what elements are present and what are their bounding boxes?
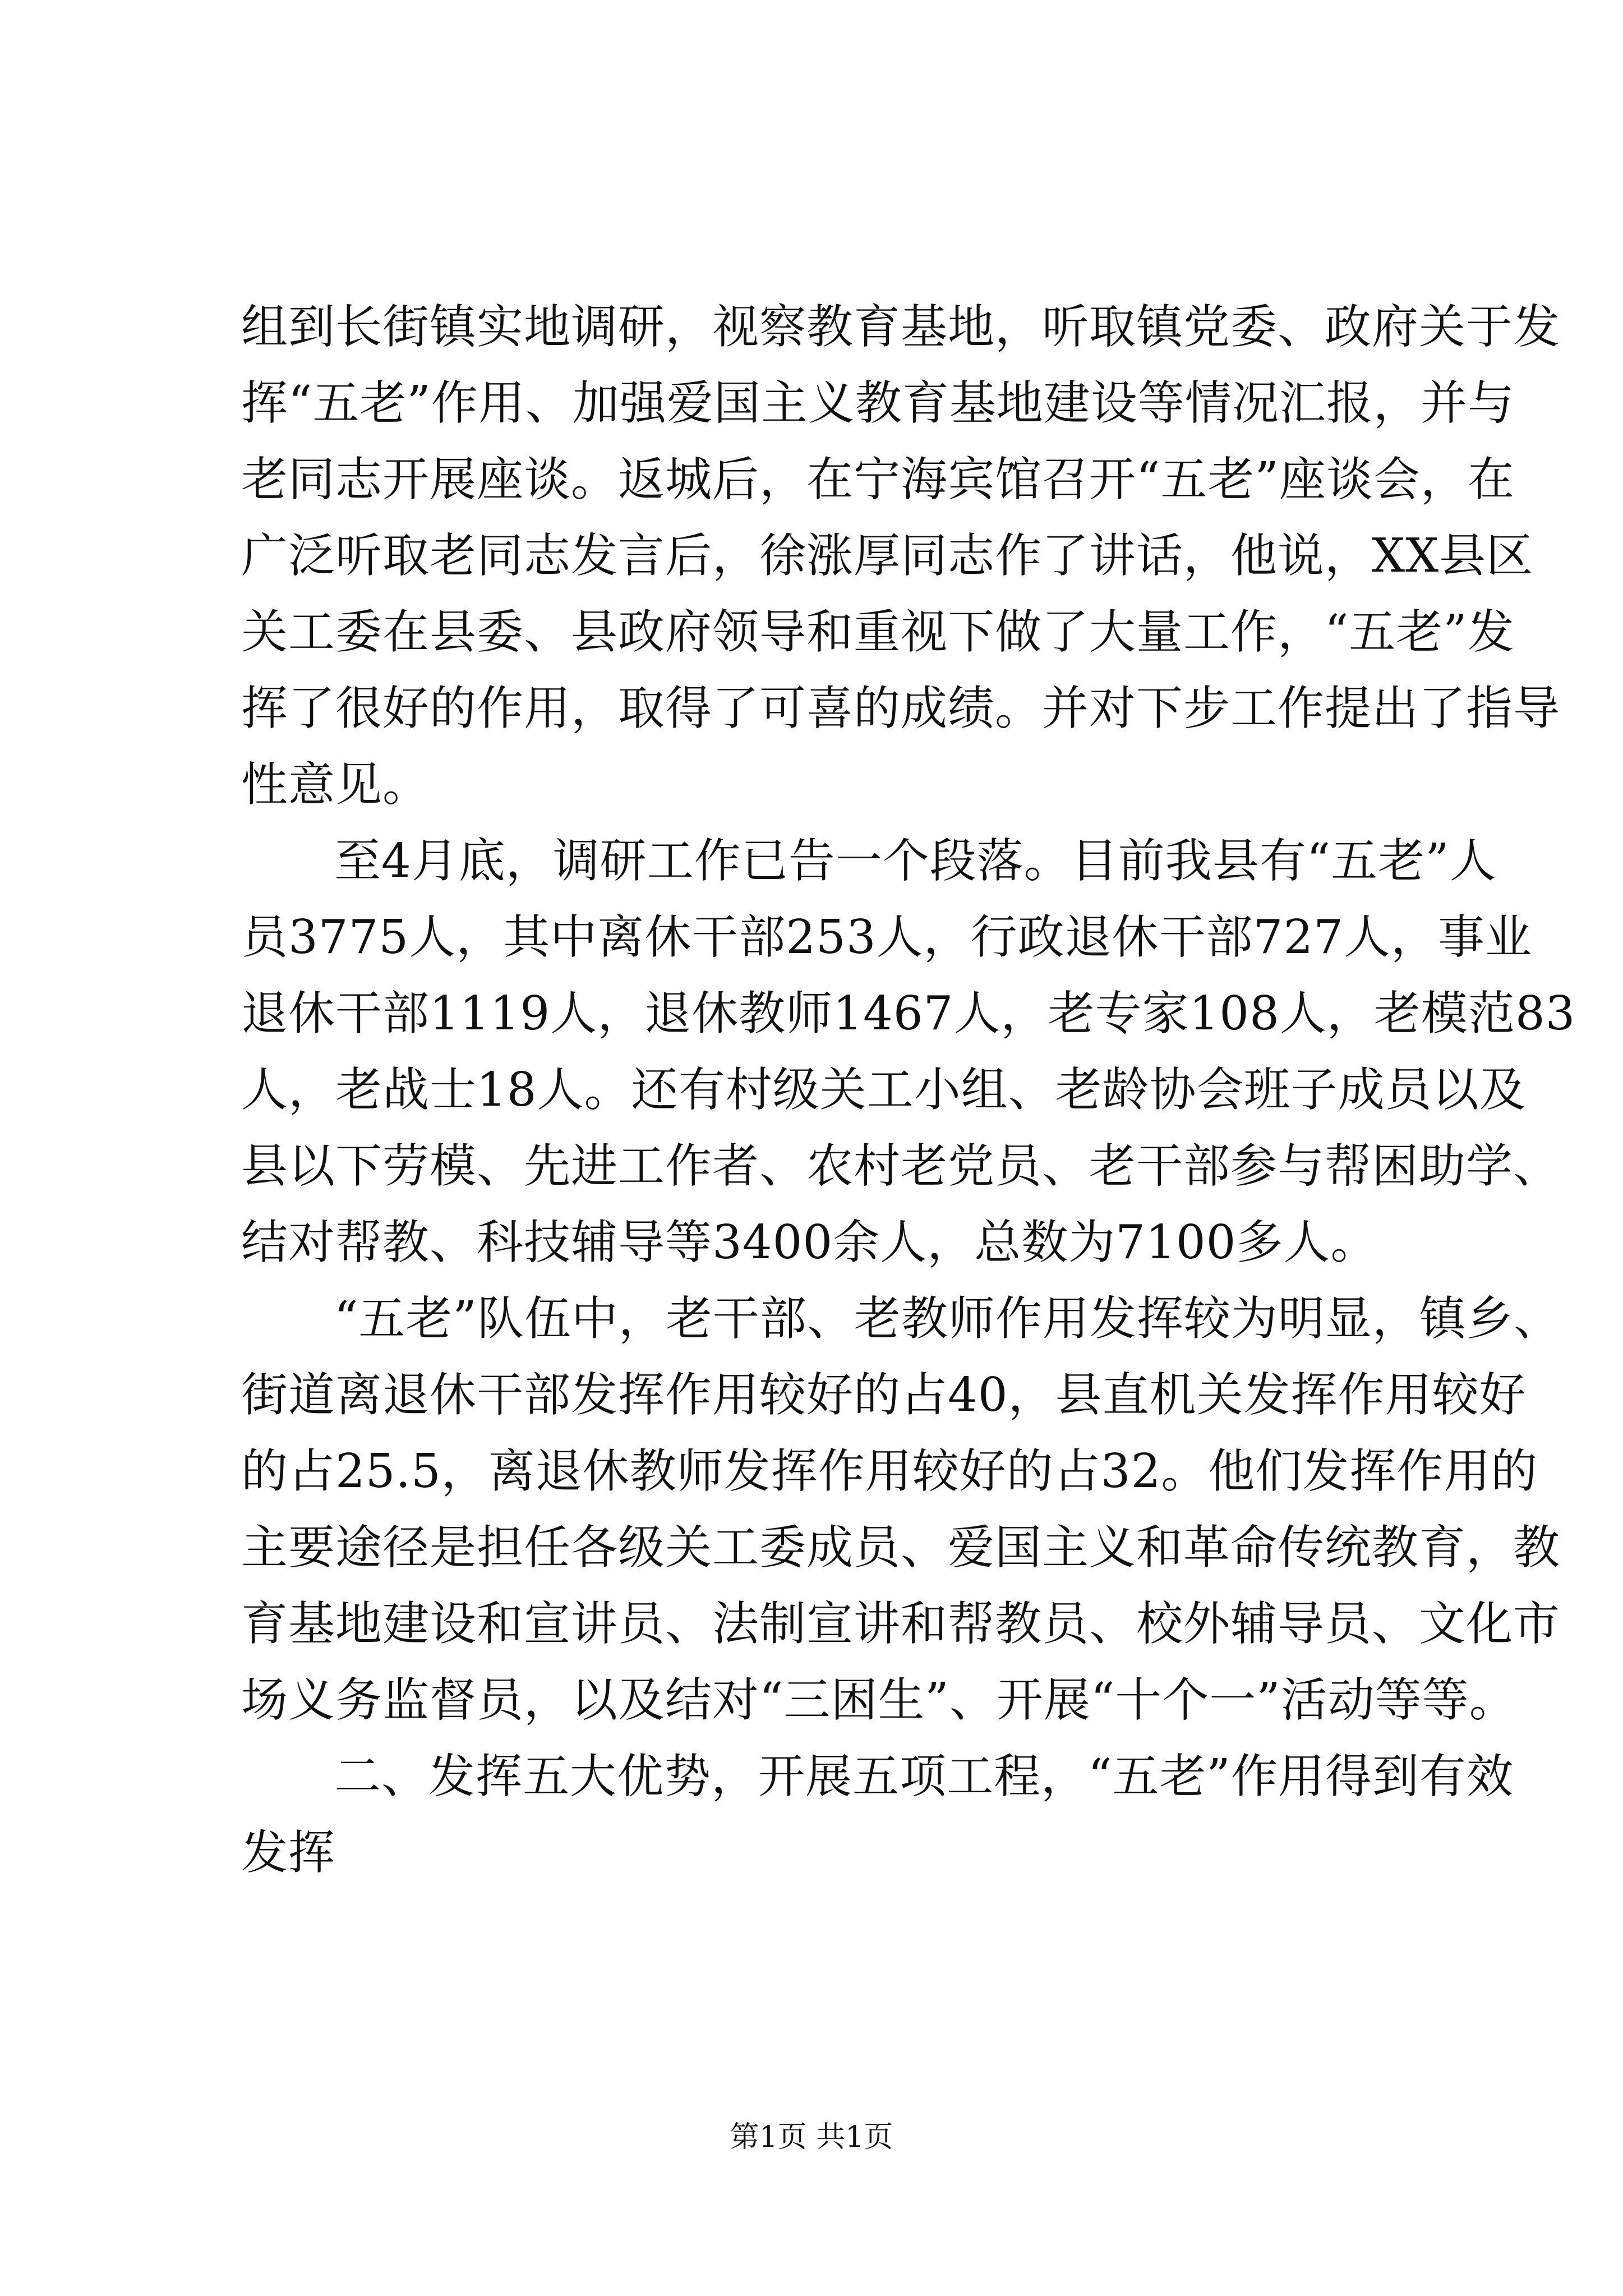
text-line: 结对帮教、科技辅导等3400余人，总数为7100多人。: [241, 1215, 1378, 1269]
text-line: 发挥: [241, 1825, 335, 1880]
text-line: 老同志开展座谈。返城后，在宁海宾馆召开“五老”座谈会，在: [241, 452, 1515, 507]
page-number: 第1页 共1页: [730, 2120, 893, 2154]
paragraph-3: [241, 1281, 1561, 1738]
text-line: 至4月底，调研工作已告一个段落。目前我县有“五老”人: [334, 834, 1497, 888]
text-line: 场义务监督员，以及结对“三困生”、开展“十个一”活动等等。: [241, 1673, 1516, 1727]
text-line: 广泛听取老同志发言后，徐涨厚同志作了讲话，他说，XX县区: [241, 528, 1534, 583]
text-line: 街道离退休干部发挥作用较好的占40，县直机关发挥作用较好: [241, 1368, 1527, 1422]
text-line: 员3775人，其中离休干部253人，行政退休干部727人，事业: [241, 910, 1533, 964]
text-line: 育基地建设和宣讲员、法制宣讲和帮教员、校外辅导员、文化市: [241, 1596, 1560, 1651]
text-line: 组到长街镇实地调研，视察教育基地，听取镇党委、政府关于发: [241, 300, 1560, 354]
text-line: 关工委在县委、县政府领导和重视下做了大量工作，“五老”发: [241, 605, 1515, 659]
section-heading: [241, 1738, 1514, 1891]
text-line: 主要途径是担任各级关工委成员、爱国主义和革命传统教育，教: [241, 1520, 1560, 1575]
paragraph-2: [241, 823, 1576, 1281]
text-line: 挥“五老”作用、加强爱国主义教育基地建设等情况汇报，并与: [241, 376, 1515, 430]
text-line: 二、发挥五大优势，开展五项工程，“五老”作用得到有效: [334, 1749, 1514, 1803]
text-line: 县以下劳模、先进工作者、农村老党员、老干部参与帮困助学、: [241, 1139, 1560, 1193]
body-text: [241, 289, 1576, 1891]
page-footer: [0, 2118, 1623, 2157]
text-line: 挥了很好的作用，取得了可喜的成绩。并对下步工作提出了指导: [241, 681, 1560, 735]
text-line: 退休干部1119人，退休教师1467人，老专家108人，老模范83: [241, 986, 1576, 1041]
text-line: 人，老战士18人。还有村级关工小组、老龄协会班子成员以及: [241, 1062, 1527, 1117]
text-line: 性意见。: [241, 757, 430, 812]
text-line: 的占25.5，离退休教师发挥作用较好的占32。他们发挥作用的: [241, 1444, 1538, 1498]
paragraph-1: [241, 289, 1560, 823]
text-line: “五老”队伍中，老干部、老教师作用发挥较为明显，镇乡、: [334, 1291, 1561, 1346]
